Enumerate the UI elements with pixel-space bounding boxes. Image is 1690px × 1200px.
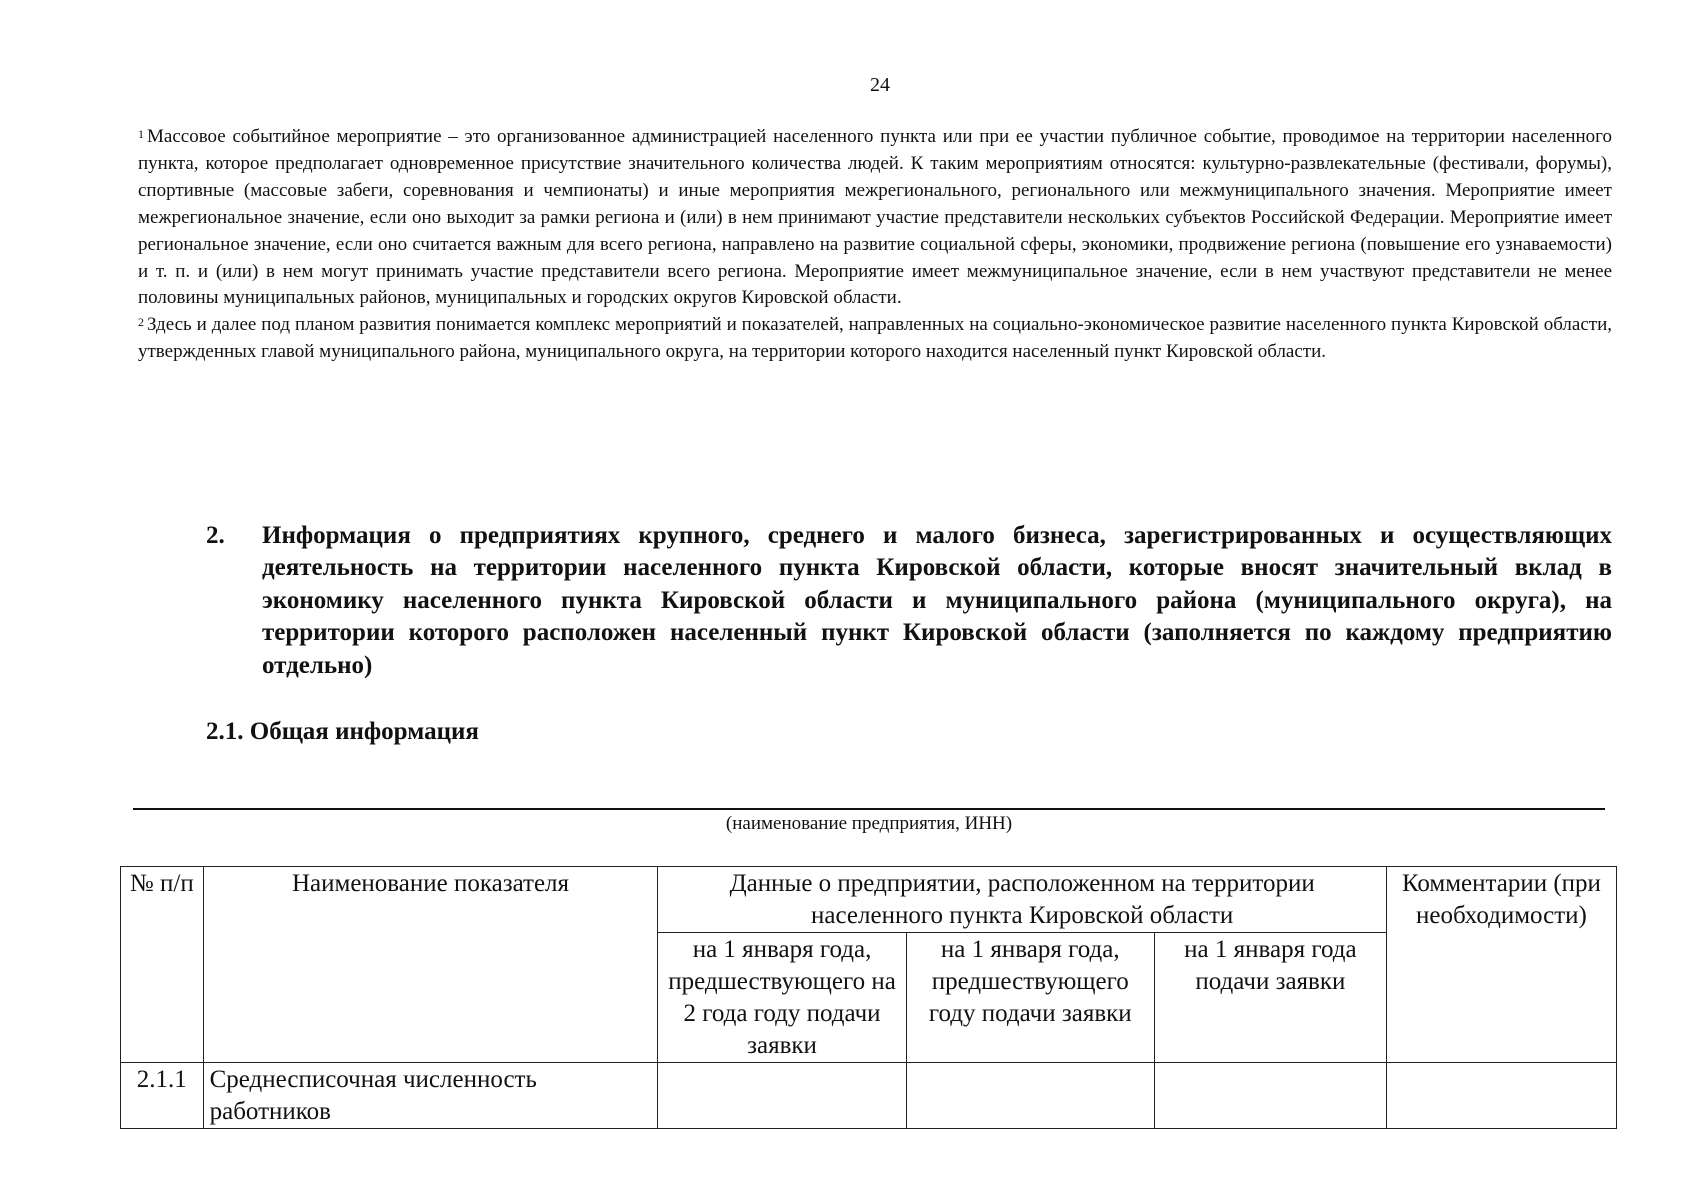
- footnote-marker: 1: [138, 127, 144, 141]
- header-data-group: Данные о предприятии, расположенном на территории населенного пункта Кировской области: [658, 867, 1386, 933]
- page-number: 24: [870, 74, 890, 96]
- footnote-text: Массовое событийное мероприятие – это организованное администрацией населенного пункта или при ее участии публичное событие, проводимое на территории населенного пункта, которое предполагает одновременное присутствие значительного количества людей. К таким мероприятиям относятся: культурно-развлекательные (фестивали, форумы), спортивные (массовые забеги, соревнования и чемпионаты) и иные мероприятия межрегионального, регионального или межмуниципального значения. Мероприятие имеет межрегиональное значение, если оно выходит за рамки региона и (или) в нем принимают участие представители нескольких субъектов Российской Федерации. Мероприятие имеет региональное значение, если оно считается важным для всего региона, направлено на развитие социальной сферы, экономики, продвижение региона (повышение его узнаваемости) и т. п. и (или) в нем могут принимать участие представители всего региона. Мероприятие имеет межмуниципальное значение, если в нем участвуют представители не менее половины муниципальных районов, муниципальных и городских округов Кировской области.: [138, 126, 1612, 309]
- footnote-text: Здесь и далее под планом развития понимается комплекс мероприятий и показателей, направленных на социально-экономическое развитие населенного пункта Кировской области, утвержденных главой муниципального района, муниципального округа, на территории которого находится населенный пункт Кировской области.: [138, 314, 1612, 363]
- row-indicator-name: Среднесписочная численность работников: [203, 1063, 658, 1129]
- table-header-row: [121, 867, 1617, 933]
- section-title: Информация о предприятиях крупного, среднего и малого бизнеса, зарегистрированных и осуществляющих деятельность на территории населенного пункта Кировской области, которые вносят значительный вклад в экономику населенного пункта Кировской области и муниципального района (муниципального округа), на территории которого расположен населенный пункт Кировской области (заполняется по каждому предприятию отдельно): [262, 522, 1612, 679]
- header-comments: Комментарии (при необходимости): [1386, 867, 1616, 1063]
- row-year-0-cell[interactable]: [1154, 1063, 1386, 1129]
- section-heading: [206, 520, 1612, 682]
- header-num: № п/п: [121, 867, 204, 1063]
- footnote-1: [138, 124, 1612, 312]
- row-comments-cell[interactable]: [1386, 1063, 1616, 1129]
- enterprise-caption: (наименование предприятия, ИНН): [725, 813, 1013, 834]
- row-num: 2.1.1: [121, 1063, 204, 1129]
- footnotes: [138, 124, 1612, 366]
- header-year-minus-1: на 1 января года, предшествующего году подачи заявки: [906, 933, 1154, 1063]
- table-row: [121, 1063, 1617, 1129]
- header-indicator-name: Наименование показателя: [203, 867, 658, 1063]
- row-year-minus-2-cell[interactable]: [658, 1063, 906, 1129]
- header-year-0: на 1 января года подачи заявки: [1154, 933, 1386, 1063]
- indicators-table: [120, 866, 1617, 1129]
- footnote-marker: 2: [138, 315, 144, 330]
- header-year-minus-2: на 1 января года, предшествующего на 2 года году подачи заявки: [658, 933, 906, 1063]
- enterprise-name-line: [133, 808, 1605, 810]
- row-year-minus-1-cell[interactable]: [906, 1063, 1154, 1129]
- footnote-2: [138, 312, 1612, 366]
- subsection-heading: 2.1. Общая информация: [206, 718, 479, 745]
- section-number: 2.: [206, 522, 225, 549]
